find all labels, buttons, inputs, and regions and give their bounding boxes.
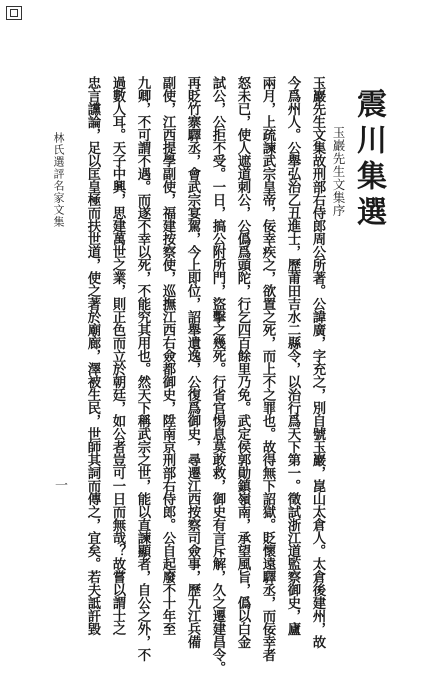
body-text: [75, 76, 326, 674]
section-title: 玉巖先生文集序: [331, 126, 346, 217]
body-line: 今爲州人。公舉弘治乙丑進士，歷莆田吉水二縣令，以治行爲天下第一。徵試浙江道監察御史，廬: [285, 76, 301, 635]
body-line: 副使，江西提學副使，福建按察使，巡撫江西右僉都御史，陞南京刑部右侍郎。公自起廢不十年至: [160, 76, 176, 635]
page-number: 一: [52, 478, 67, 491]
body-line: 試公，公拒不受。一日，搞公附所門，盜擊之幾死。行省官惕息莫敢救，御史有言斥解，久之遷建昌令。: [210, 76, 226, 674]
body-line: 再貶竹寨驛丞，會武宗宴駕，今上即位，詔舉遺逸，公復爲御史，尋遷江西按察司僉事，歷九江兵備: [185, 76, 201, 648]
corner-seal-icon: [6, 6, 22, 20]
body-line: 忠言讜論，足以匡皇極而扶世道，使之著於廟廊，澤被生民，世師其詞而傳之，宜矣。若夫詆訐毀: [85, 76, 101, 635]
book-title: 震川集選: [351, 88, 386, 232]
footer-collection-title: 林氏選評名家文集: [52, 132, 65, 228]
body-line: 玉巖先生文集故刑部右侍郎周公所著。公諱廣，字充之，別自號玉巖，崑山太倉人。太倉後建州，故: [310, 76, 326, 648]
body-line: 過數人耳。天子中興，思建萬世之業，則正色而立於朝廷，如公者豈可一日而無哉？故嘗以謂士之: [110, 76, 126, 635]
body-line: 九卿，不可謂不遇。而遂不幸以死，不能究其用也。然天下稱武宗之世，能以直諫顯者，自公之外，不: [135, 76, 151, 661]
body-line: 怒未已，使人遮道刺公，公僞爲頭陀，行乞四百餘里乃免。武定侯郭勛鎮嶺南，承望風旨，僞以白金: [235, 76, 251, 648]
body-line: 兩月，上疏諫武宗皇帝，佞幸疾之，欲置之死，而上不之罪也。故得無下詔獄。貶懷遠驛丞，而佞幸者: [260, 76, 276, 661]
